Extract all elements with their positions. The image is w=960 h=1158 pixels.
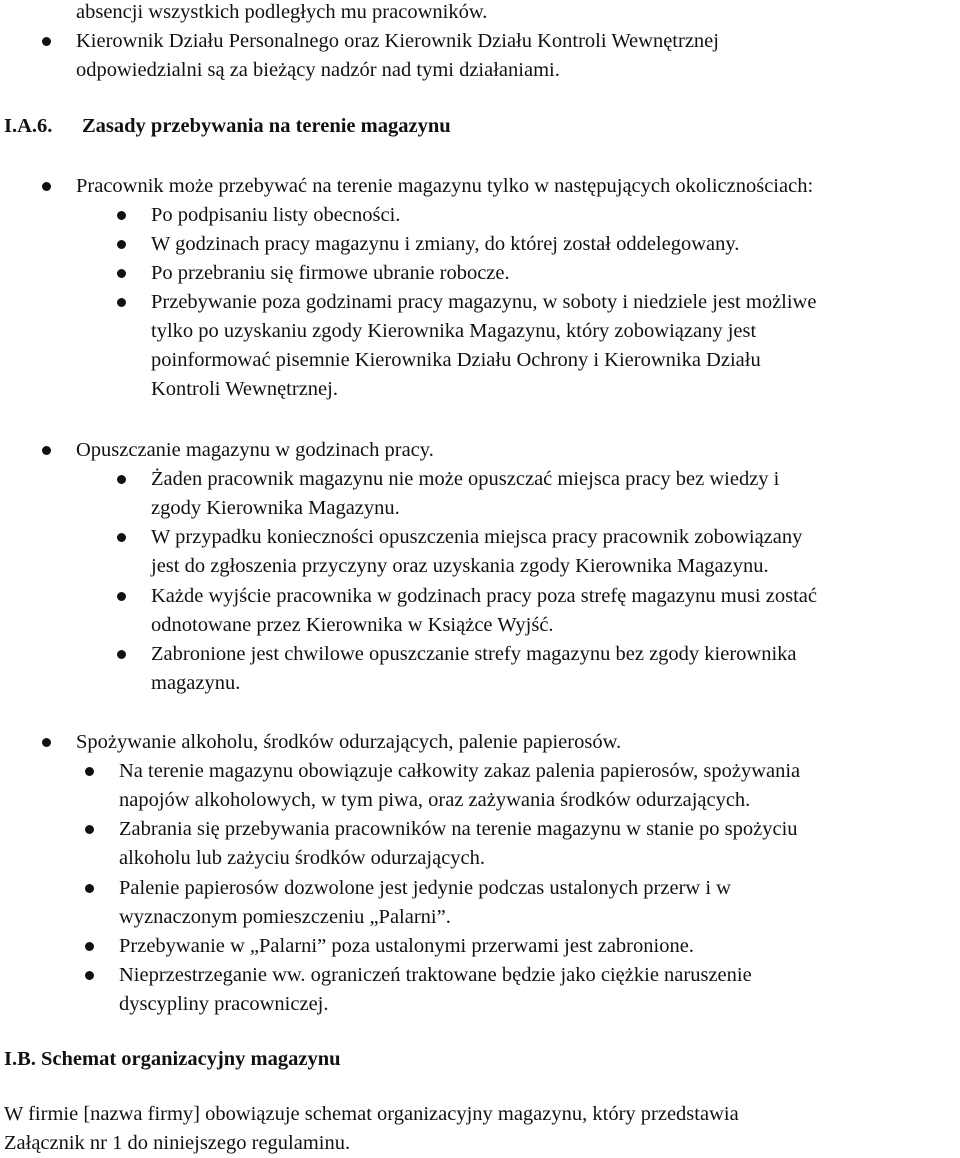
text-line: Kierownik Działu Personalnego oraz Kierownik Działu Kontroli Wewnętrznej	[76, 30, 719, 52]
section-heading	[4, 112, 451, 141]
bullet-icon	[117, 240, 126, 249]
list-item-cont: alkoholu lub zażyciu środków odurzających.	[119, 847, 486, 869]
list-item-cont: Kontroli Wewnętrznej.	[151, 378, 338, 400]
list-item: W godzinach pracy magazynu i zmiany, do której został oddelegowany.	[151, 233, 740, 255]
bullet-icon	[42, 738, 51, 747]
text-line: odpowiedzialni są za bieżący nadzór nad tymi działaniami.	[76, 59, 560, 81]
bullet-icon	[85, 825, 94, 834]
section-heading: I.B. Schemat organizacyjny magazynu	[4, 1048, 341, 1070]
list-item: Po podpisaniu listy obecności.	[151, 204, 401, 226]
bullet-icon	[117, 592, 126, 601]
list-item: Zabrania się przebywania pracowników na terenie magazynu w stanie po spożyciu	[119, 818, 798, 840]
list-lead: Opuszczanie magazynu w godzinach pracy.	[76, 439, 434, 461]
bullet-icon	[85, 884, 94, 893]
bullet-icon	[42, 182, 51, 191]
bullet-icon	[117, 475, 126, 484]
list-item-cont: poinformować pisemnie Kierownika Działu Ochrony i Kierownika Działu	[151, 349, 761, 371]
list-lead: Pracownik może przebywać na terenie magazynu tylko w następujących okolicznościach:	[76, 175, 814, 197]
list-item: Na terenie magazynu obowiązuje całkowity zakaz palenia papierosów, spożywania	[119, 760, 801, 782]
list-item-cont: zgody Kierownika Magazynu.	[151, 497, 400, 519]
bullet-icon	[85, 971, 94, 980]
bullet-icon	[117, 533, 126, 542]
text-line: absencji wszystkich podległych mu pracowników.	[76, 1, 488, 23]
list-lead: Spożywanie alkoholu, środków odurzających, palenie papierosów.	[76, 731, 622, 753]
list-item-cont: jest do zgłoszenia przyczyny oraz uzyskania zgody Kierownika Magazynu.	[151, 555, 769, 577]
list-item: Żaden pracownik magazynu nie może opuszczać miejsca pracy bez wiedzy i	[151, 468, 780, 490]
list-item-cont: dyscypliny pracowniczej.	[119, 993, 329, 1015]
list-item: Zabronione jest chwilowe opuszczanie strefy magazynu bez zgody kierownika	[151, 643, 797, 665]
section-number: I.A.6.	[4, 115, 53, 137]
bullet-icon	[85, 767, 94, 776]
bullet-icon	[85, 942, 94, 951]
paragraph-line: Załącznik nr 1 do niniejszego regulaminu.	[4, 1132, 351, 1154]
list-item: Przebywanie w „Palarni” poza ustalonymi przerwami jest zabronione.	[119, 935, 694, 957]
list-item: W przypadku konieczności opuszczenia miejsca pracy pracownik zobowiązany	[151, 526, 803, 548]
bullet-icon	[42, 446, 51, 455]
bullet-icon	[117, 211, 126, 220]
paragraph-line: W firmie [nazwa firmy] obowiązuje schemat organizacyjny magazynu, który przedstawia	[4, 1103, 739, 1125]
list-item-cont: magazynu.	[151, 672, 241, 694]
bullet-icon	[117, 650, 126, 659]
bullet-icon	[42, 37, 51, 46]
list-item: Przebywanie poza godzinami pracy magazynu, w soboty i niedziele jest możliwe	[151, 291, 817, 313]
list-item-cont: napojów alkoholowych, w tym piwa, oraz zażywania środków odurzających.	[119, 789, 751, 811]
list-item-cont: odnotowane przez Kierownika w Książce Wyjść.	[151, 614, 554, 636]
list-item: Po przebraniu się firmowe ubranie robocze.	[151, 262, 510, 284]
list-item-cont: tylko po uzyskaniu zgody Kierownika Magazynu, który zobowiązany jest	[151, 320, 757, 342]
list-item: Palenie papierosów dozwolone jest jedynie podczas ustalonych przerw i w	[119, 877, 731, 899]
bullet-icon	[117, 269, 126, 278]
list-item: Nieprzestrzeganie ww. ograniczeń traktowane będzie jako ciężkie naruszenie	[119, 964, 752, 986]
list-item-cont: wyznaczonym pomieszczeniu „Palarni”.	[119, 906, 451, 928]
bullet-icon	[117, 298, 126, 307]
list-item: Każde wyjście pracownika w godzinach pracy poza strefę magazynu musi zostać	[151, 585, 817, 607]
section-title: Zasady przebywania na terenie magazynu	[82, 115, 451, 137]
